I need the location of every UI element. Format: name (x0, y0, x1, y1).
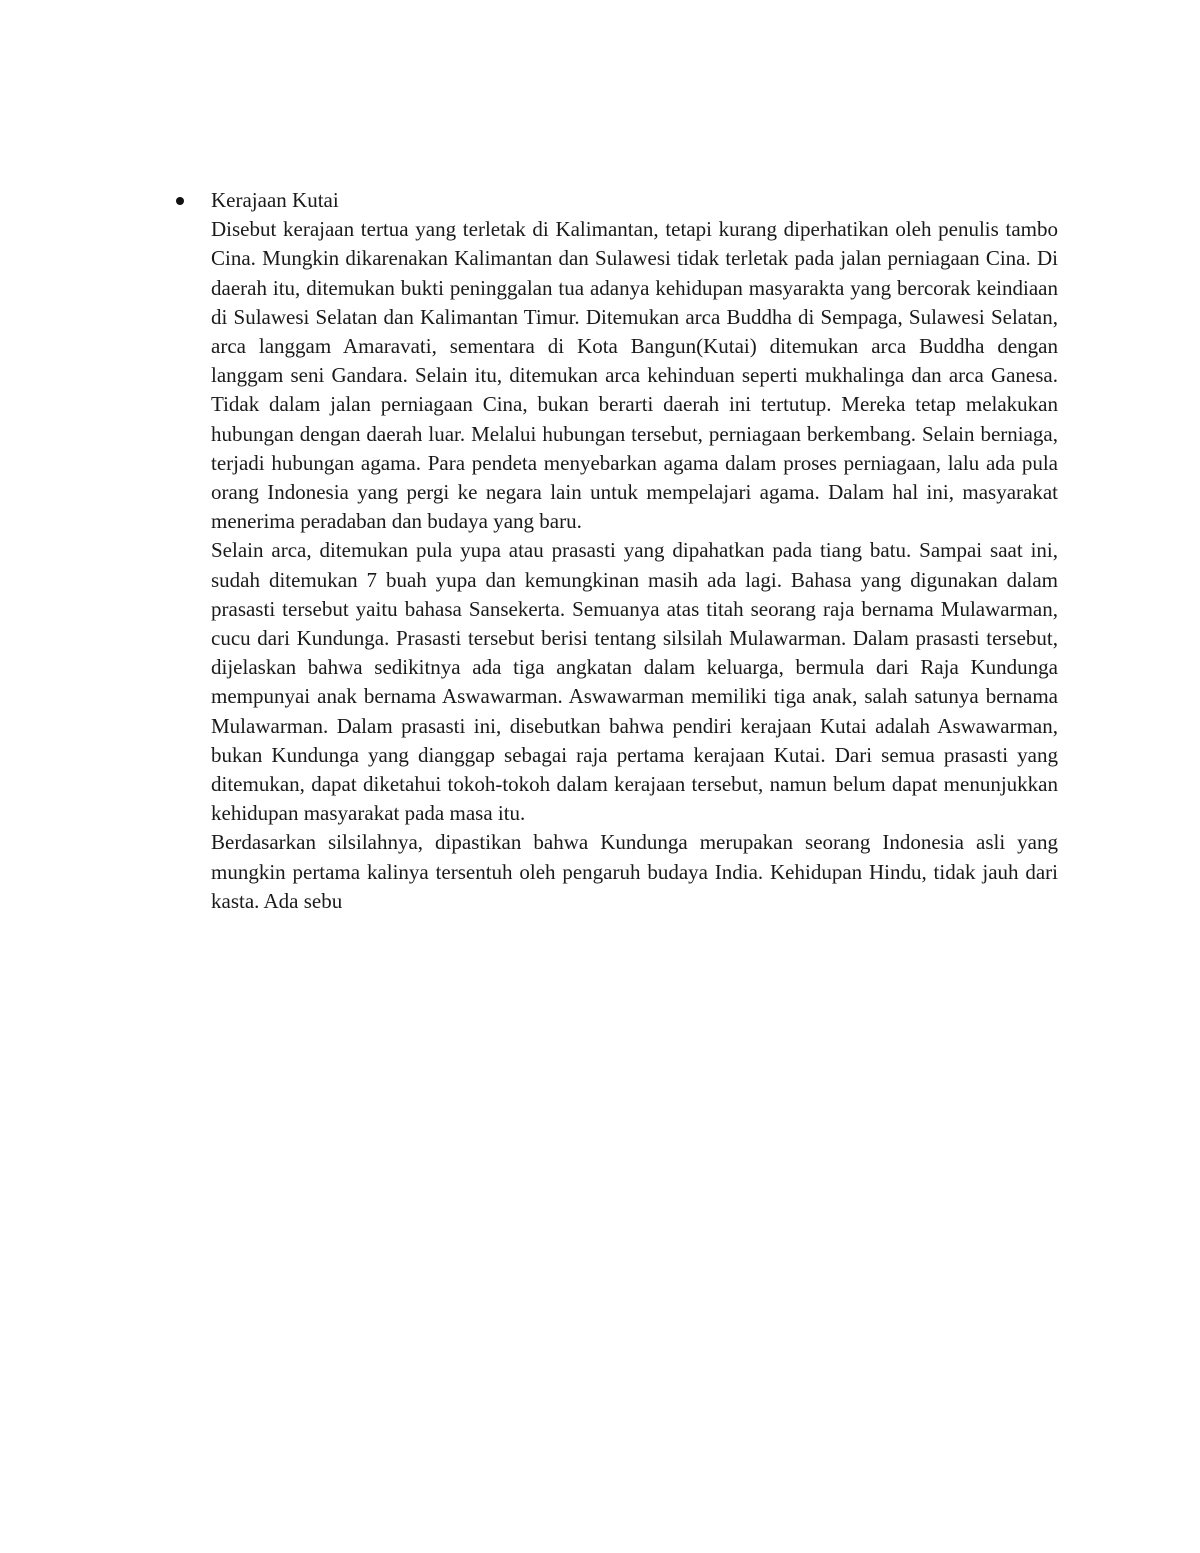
bullet-list-item (176, 186, 1058, 916)
paragraph-2: Selain arca, ditemukan pula yupa atau prasasti yang dipahatkan pada tiang batu. Sampai saat ini, sudah ditemukan 7 buah yupa dan kemungkinan masih ada lagi. Bahasa yang digunakan dalam prasasti tersebut yaitu bahasa Sansekerta. Semuanya atas titah seorang raja bernama Mulawarman, cucu dari Kundunga. Prasasti tersebut berisi tentang silsilah Mulawarman. Dalam prasasti tersebut, dijelaskan bahwa sedikitnya ada tiga angkatan dalam keluarga, bermula dari Raja Kundunga mempunyai anak bernama Aswawarman. Aswawarman memiliki tiga anak, salah satunya bernama Mulawarman. Dalam prasasti ini, disebutkan bahwa pendiri kerajaan Kutai adalah Aswawarman, bukan Kundunga yang dianggap sebagai raja pertama kerajaan Kutai. Dari semua prasasti yang ditemukan, dapat diketahui tokoh-tokoh dalam kerajaan tersebut, namun belum dapat menunjukkan kehidupan masyarakat pada masa itu. (211, 538, 1058, 826)
document-body (176, 186, 1058, 916)
paragraph-1: Disebut kerajaan tertua yang terletak di Kalimantan, tetapi kurang diperhatikan oleh penulis tambo Cina. Mungkin dikarenakan Kalimantan dan Sulawesi tidak terletak pada jalan perniagaan Cina. Di daerah itu, ditemukan bukti peninggalan tua adanya kehidupan masyarakta yang bercorak keindiaan di Sulawesi Selatan dan Kalimantan Timur. Ditemukan arca Buddha di Sempaga, Sulawesi Selatan, arca langgam Amaravati, sementara di Kota Bangun(Kutai) ditemukan arca Buddha dengan langgam seni Gandara. Selain itu, ditemukan arca kehinduan seperti mukhalinga dan arca Ganesa. Tidak dalam jalan perniagaan Cina, bukan berarti daerah ini tertutup. Mereka tetap melakukan hubungan dengan daerah luar. Melalui hubungan tersebut, perniagaan berkembang. Selain berniaga, terjadi hubungan agama. Para pendeta menyebarkan agama dalam proses perniagaan, lalu ada pula orang Indonesia yang pergi ke negara lain untuk mempelajari agama. Dalam hal ini, masyarakat menerima peradaban dan budaya yang baru. (211, 217, 1058, 534)
paragraph-3: Berdasarkan silsilahnya, dipastikan bahwa Kundunga merupakan seorang Indonesia asli yang mungkin pertama kalinya tersentuh oleh pengaruh budaya India. Kehidupan Hindu, tidak jauh dari kasta. Ada sebu (211, 830, 1058, 913)
bullet-icon (176, 197, 184, 205)
section-title: Kerajaan Kutai (211, 188, 339, 212)
